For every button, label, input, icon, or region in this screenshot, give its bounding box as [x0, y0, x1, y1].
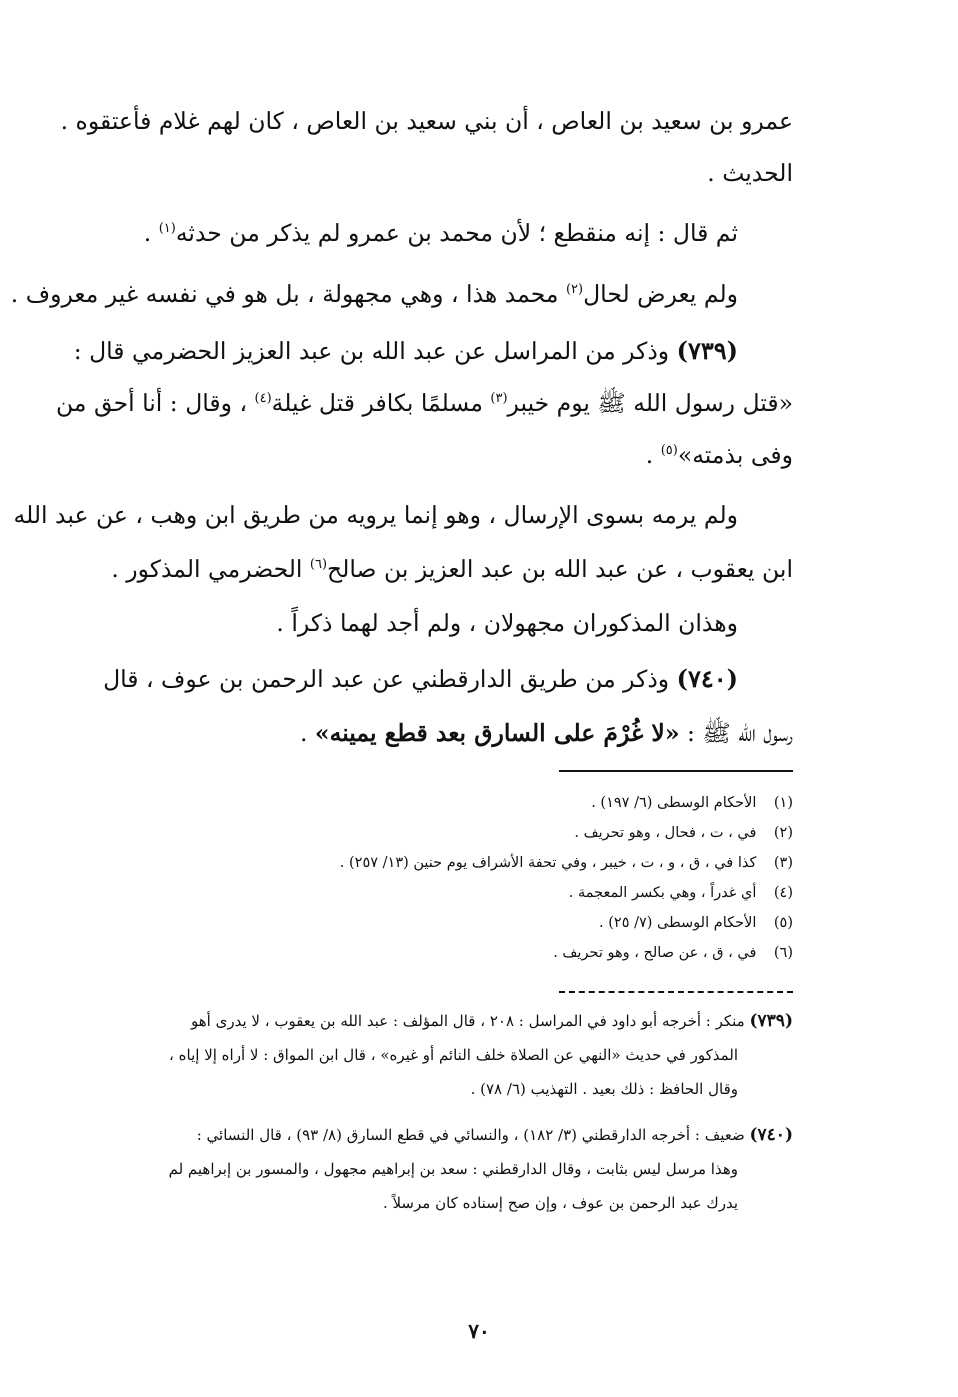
text-line: [84, 710, 793, 756]
hadith-quote: «لا غُرْمَ على السارق بعد قطع يمينه»: [314, 719, 680, 747]
text-run: الحضرمي المذكور .: [111, 555, 310, 583]
text-run: ، وقال : أنا أحق من: [56, 389, 255, 417]
footnote: [84, 788, 793, 818]
footnote-number: (١): [773, 795, 793, 811]
text-run: .: [143, 219, 159, 247]
text-run: .: [299, 719, 315, 747]
footnote-text: في ، ت ، فحال ، وهو تحريف .: [574, 825, 757, 841]
footnote-text: الأحكام الوسطى (٦/ ١٩٧) .: [591, 795, 757, 811]
footnote-marker: (٥): [660, 443, 678, 459]
hadith-number: (٧٤٠): [676, 664, 738, 693]
footnote-marker: (٢): [565, 282, 584, 298]
text-line: عمرو بن سعيد بن العاص ، أن بني سعيد بن العاص ، كان لهم غلام فأعتقوه .: [60, 107, 793, 135]
text-line: [84, 210, 738, 256]
footnote: [84, 878, 793, 908]
takhrij-separator: [559, 991, 793, 993]
footnote: [84, 848, 793, 878]
text-run: ولم يعرض لحال: [583, 280, 738, 308]
text-line: [10, 271, 738, 317]
footnote-separator: [559, 770, 793, 772]
takhrij-line: وهذا مرسل ليس بثابت ، وقال الدارقطني : سعد بن إبراهيم مجهول ، والمسور بن إبراهيم لم: [168, 1160, 738, 1178]
takhrij-line: يدرك عبد الرحمن بن عوف ، وإن صح إسناده كان مرسلاً .: [382, 1194, 738, 1212]
footnote-text: كذا في ، ق ، و ، ت ، خيبر ، وفي تحفة الأشراف يوم حنين (١٣/ ٢٥٧) .: [339, 855, 757, 871]
footnote-number: (٥): [773, 915, 793, 931]
text-run: منكر : أخرجه أبو داود في المراسل : ٢٠٨ ، قال المؤلف : عبد الله بن يعقوب ، لا يدرى أهو: [191, 1012, 750, 1030]
text-run: ثم قال : إنه منقطع ؛ لأن محمد بن عمرو لم يذكر من حدثه: [175, 219, 738, 247]
footnote-number: (٢): [773, 825, 793, 841]
footnote: [84, 938, 793, 968]
text-run: محمد هذا ، وهي مجهولة ، بل هو في نفسه غير معروف .: [10, 280, 566, 308]
takhrij-line: وقال الحافظ : ذلك بعيد . التهذيب (٦/ ٧٨) .: [470, 1080, 738, 1098]
footnote-marker: (١): [158, 221, 176, 237]
footnote-number: (٤): [773, 885, 793, 901]
footnote-text: أي غدراً ، وهي بكسر المعجمة .: [568, 885, 757, 901]
text-run: ضعيف : أخرجه الدارقطني (٣/ ١٨٢) ، والنسائي في قطع السارق (٨/ ٩٣) ، قال النسائي :: [196, 1126, 750, 1144]
hadith-number: (٧٤٠): [749, 1125, 793, 1145]
text-line: وهذان المذكوران مجهولان ، ولم أجد لهما ذكراً .: [276, 609, 738, 637]
text-run: .: [645, 441, 661, 469]
hadith-number: (٧٣٩): [749, 1011, 793, 1031]
footnote-number: (٣): [773, 855, 793, 871]
footnote-text: في ، ق ، عن صالح ، وهو تحريف .: [553, 945, 757, 961]
footnote-marker: (٤): [254, 391, 272, 407]
text-run: وفى بذمته»: [677, 441, 793, 469]
footnote-marker: (٣): [490, 391, 508, 407]
footnote-number: (٦): [773, 945, 793, 961]
footnote-text: الأحكام الوسطى (٧/ ٢٥) .: [599, 915, 757, 931]
takhrij-line: [84, 1006, 793, 1036]
text-line: [73, 328, 738, 374]
text-run: «قتل رسول الله ﷺ يوم خيبر: [507, 389, 793, 417]
text-line: ولم يرمه بسوى الإرسال ، وهو إنما يرويه من طريق ابن وهب ، عن عبد الله: [13, 501, 738, 529]
text-line: [84, 656, 738, 702]
footnote: [84, 908, 793, 938]
text-run: مسلمًا بكافر قتل غيلة: [271, 389, 491, 417]
text-line: [84, 432, 793, 478]
footnote: [84, 818, 793, 848]
text-line: [56, 380, 793, 426]
text-run: ابن يعقوب ، عن عبد الله بن عبد العزيز بن صالح: [327, 555, 793, 583]
text-line: الحديث .: [707, 159, 793, 187]
text-line: [84, 546, 793, 592]
hadith-number: (٧٣٩): [676, 336, 738, 365]
page-number: ٧٠: [468, 1319, 490, 1343]
text-run: رسول الله ﷺ :: [679, 719, 793, 747]
text-run: وذكر من المراسل عن عبد الله بن عبد العزيز الحضرمي قال :: [73, 337, 677, 365]
text-run: وذكر من طريق الدارقطني عن عبد الرحمن بن عوف ، قال: [103, 665, 677, 693]
takhrij-line: المذكور في حديث «النهي عن الصلاة خلف النائم أو غيره» ، قال ابن المواق : لا أراه إلا إياه ،: [169, 1046, 738, 1064]
takhrij-line: [84, 1120, 793, 1150]
footnote-marker: (٦): [309, 557, 328, 573]
